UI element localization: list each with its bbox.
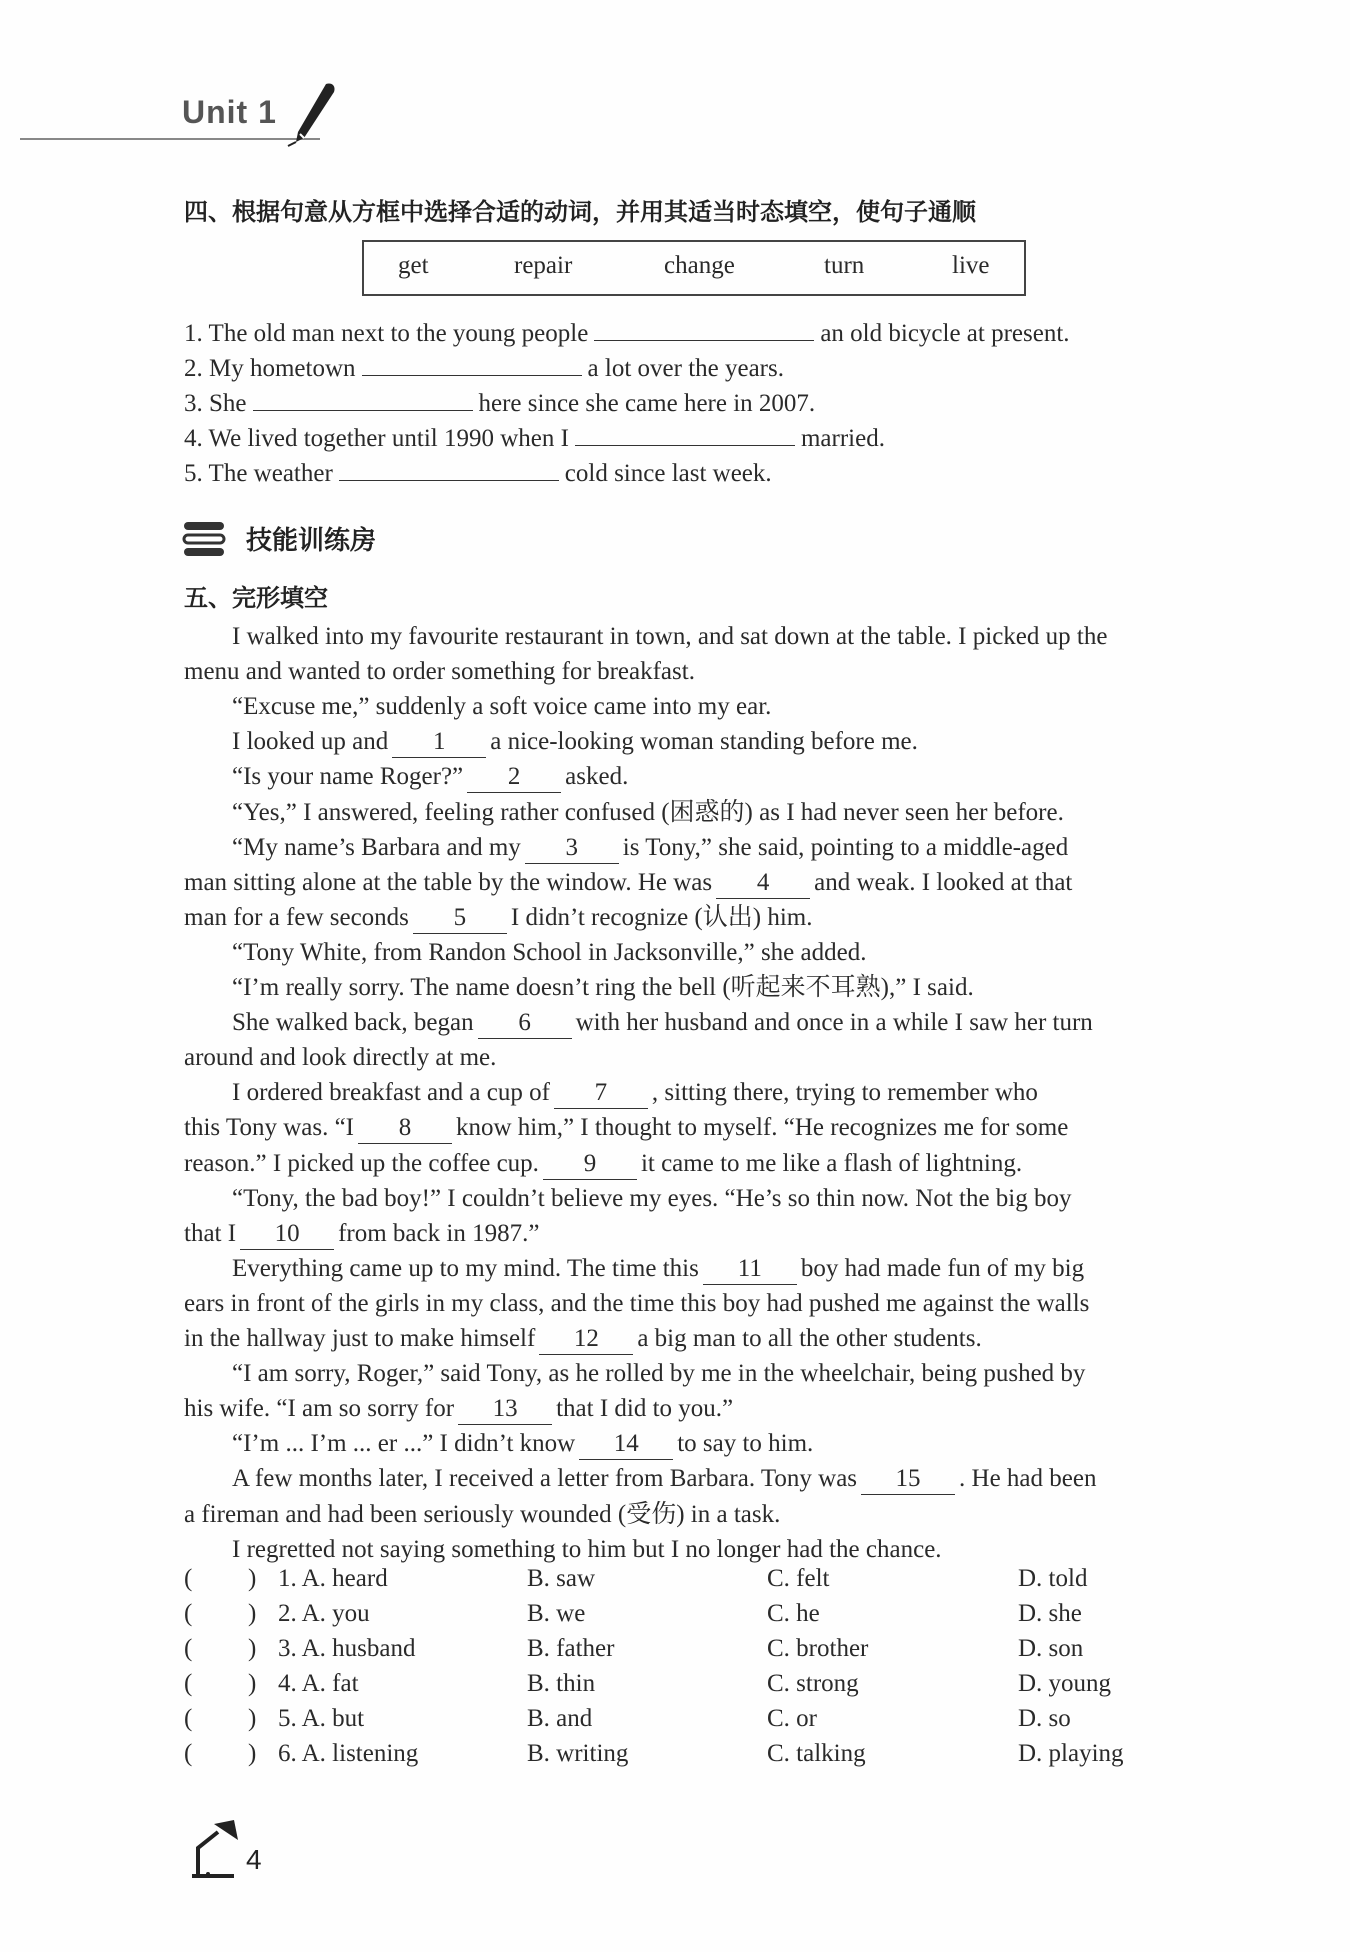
unit-title: Unit 1: [182, 94, 277, 130]
passage-line: “Is your name Roger?” 2 asked.: [232, 762, 628, 793]
word-bank-item: repair: [514, 252, 573, 279]
option-c: C. he: [767, 1600, 820, 1627]
passage-line: I regretted not saying something to him but I no longer had the chance.: [232, 1536, 942, 1563]
word-bank-item: change: [664, 252, 735, 279]
cloze-blank[interactable]: 11: [703, 1254, 797, 1285]
cloze-blank[interactable]: 12: [539, 1324, 633, 1355]
passage-line: “I am sorry, Roger,” said Tony, as he rolled by me in the wheelchair, being pushed by: [232, 1360, 1086, 1387]
cloze-blank[interactable]: 10: [240, 1219, 334, 1250]
passage-line: man for a few seconds 5 I didn’t recognize (认出) him.: [184, 903, 812, 934]
fill-item: 1. The old man next to the young people an old bicycle at present.: [184, 316, 1070, 349]
cloze-blank[interactable]: 1: [392, 727, 486, 758]
answer-paren[interactable]: (: [184, 1600, 193, 1627]
answer-blank[interactable]: [362, 351, 582, 376]
passage-line: menu and wanted to order something for breakfast.: [184, 658, 695, 685]
cloze-blank[interactable]: 3: [525, 833, 619, 864]
answer-paren[interactable]: ): [248, 1740, 257, 1767]
passage-line: ears in front of the girls in my class, and the time this boy had pushed me against the walls: [184, 1290, 1090, 1317]
fill-item: 2. My hometown a lot over the years.: [184, 351, 784, 384]
option-b: B. we: [527, 1600, 586, 1627]
answer-blank[interactable]: [594, 316, 814, 341]
passage-line: his wife. “I am so sorry for 13 that I did to you.”: [184, 1394, 733, 1425]
option-a: 1. A. heard: [278, 1565, 388, 1592]
passage-line: “Excuse me,” suddenly a soft voice came into my ear.: [232, 693, 772, 720]
page-number: 4: [246, 1844, 262, 1875]
passage-line: man sitting alone at the table by the window. He was 4 and weak. I looked at that: [184, 868, 1072, 899]
option-a: 3. A. husband: [278, 1635, 416, 1662]
passage-line: in the hallway just to make himself 12 a big man to all the other students.: [184, 1324, 982, 1355]
answer-paren[interactable]: ): [248, 1635, 257, 1662]
answer-paren[interactable]: (: [184, 1635, 193, 1662]
answer-paren[interactable]: ): [248, 1565, 257, 1592]
passage-line: around and look directly at me.: [184, 1044, 497, 1071]
cloze-blank[interactable]: 5: [413, 903, 507, 934]
answer-blank[interactable]: [253, 386, 473, 411]
option-c: C. talking: [767, 1740, 866, 1767]
answer-paren[interactable]: ): [248, 1600, 257, 1627]
cloze-blank[interactable]: 13: [458, 1394, 552, 1425]
word-bank-box: [362, 240, 1026, 296]
passage-line: this Tony was. “I 8 know him,” I thought to myself. “He recognizes me for some: [184, 1113, 1068, 1144]
skills-icon: [182, 518, 228, 560]
option-a: 6. A. listening: [278, 1740, 419, 1767]
option-b: B. and: [527, 1705, 593, 1732]
passage-line: “I’m ... I’m ... er ...” I didn’t know 14 to say to him.: [232, 1429, 813, 1460]
option-a: 2. A. you: [278, 1600, 370, 1627]
answer-paren[interactable]: ): [248, 1705, 257, 1732]
header-rule: [20, 138, 320, 140]
answer-blank[interactable]: [339, 456, 559, 481]
cloze-blank[interactable]: 14: [579, 1429, 673, 1460]
passage-line: “Yes,” I answered, feeling rather confused (困惑的) as I had never seen her before.: [232, 799, 1064, 826]
answer-paren[interactable]: (: [184, 1565, 193, 1592]
passage-line: Everything came up to my mind. The time this 11 boy had made fun of my big: [232, 1254, 1084, 1285]
option-c: C. strong: [767, 1670, 859, 1697]
cloze-blank[interactable]: 7: [554, 1078, 648, 1109]
word-bank-item: turn: [824, 252, 865, 279]
option-d: D. told: [1018, 1565, 1088, 1592]
skills-title: 技能训练房: [246, 526, 377, 556]
answer-paren[interactable]: (: [184, 1705, 193, 1732]
option-b: B. father: [527, 1635, 615, 1662]
option-c: C. felt: [767, 1565, 830, 1592]
cloze-blank[interactable]: 4: [716, 868, 810, 899]
cloze-blank[interactable]: 2: [467, 762, 561, 793]
option-a: 5. A. but: [278, 1705, 365, 1732]
fill-item: 5. The weather cold since last week.: [184, 456, 772, 489]
option-d: D. young: [1018, 1670, 1112, 1697]
passage-line: “Tony White, from Randon School in Jacksonville,” she added.: [232, 939, 867, 966]
section4-heading: 四、根据句意从方框中选择合适的动词，并用其适当时态填空，使句子通顺: [184, 198, 976, 226]
passage-line: “Tony, the bad boy!” I couldn’t believe my eyes. “He’s so thin now. Not the big boy: [232, 1185, 1072, 1212]
word-bank-item: get: [398, 252, 429, 279]
section5-heading: 五、完形填空: [184, 584, 328, 612]
option-b: B. writing: [527, 1740, 629, 1767]
cloze-blank[interactable]: 15: [861, 1464, 955, 1495]
answer-paren[interactable]: (: [184, 1670, 193, 1697]
pen-icon: [282, 82, 342, 148]
passage-line: She walked back, began 6 with her husband and once in a while I saw her turn: [232, 1008, 1093, 1039]
passage-line: “I’m really sorry. The name doesn’t ring the bell (听起来不耳熟),” I said.: [232, 974, 974, 1001]
passage-line: a fireman and had been seriously wounded (受伤) in a task.: [184, 1501, 781, 1528]
cloze-blank[interactable]: 9: [543, 1149, 637, 1180]
option-d: D. so: [1018, 1705, 1071, 1732]
passage-line: I looked up and 1 a nice-looking woman standing before me.: [232, 727, 918, 758]
fill-item: 3. She here since she came here in 2007.: [184, 386, 815, 419]
option-c: C. brother: [767, 1635, 869, 1662]
option-b: B. thin: [527, 1670, 596, 1697]
passage-line: I ordered breakfast and a cup of 7 , sitting there, trying to remember who: [232, 1078, 1038, 1109]
passage-line: reason.” I picked up the coffee cup. 9 it came to me like a flash of lightning.: [184, 1149, 1022, 1180]
passage-line: “My name’s Barbara and my 3 is Tony,” she said, pointing to a middle-aged: [232, 833, 1068, 864]
option-a: 4. A. fat: [278, 1670, 359, 1697]
word-bank-item: live: [952, 252, 990, 279]
passage-line: A few months later, I received a letter from Barbara. Tony was 15 . He had been: [232, 1464, 1096, 1495]
passage-line: I walked into my favourite restaurant in town, and sat down at the table. I picked up the: [232, 623, 1108, 650]
fill-item: 4. We lived together until 1990 when I married.: [184, 421, 885, 454]
option-d: D. she: [1018, 1600, 1082, 1627]
cloze-blank[interactable]: 6: [478, 1008, 572, 1039]
answer-paren[interactable]: (: [184, 1740, 193, 1767]
passage-line: that I 10 from back in 1987.”: [184, 1219, 539, 1250]
answer-blank[interactable]: [575, 421, 795, 446]
option-c: C. or: [767, 1705, 817, 1732]
desk-lamp-icon: [184, 1818, 242, 1880]
unit-header: [20, 88, 340, 148]
answer-paren[interactable]: ): [248, 1670, 257, 1697]
option-d: D. son: [1018, 1635, 1084, 1662]
option-b: B. saw: [527, 1565, 596, 1592]
option-d: D. playing: [1018, 1740, 1124, 1767]
cloze-blank[interactable]: 8: [358, 1113, 452, 1144]
